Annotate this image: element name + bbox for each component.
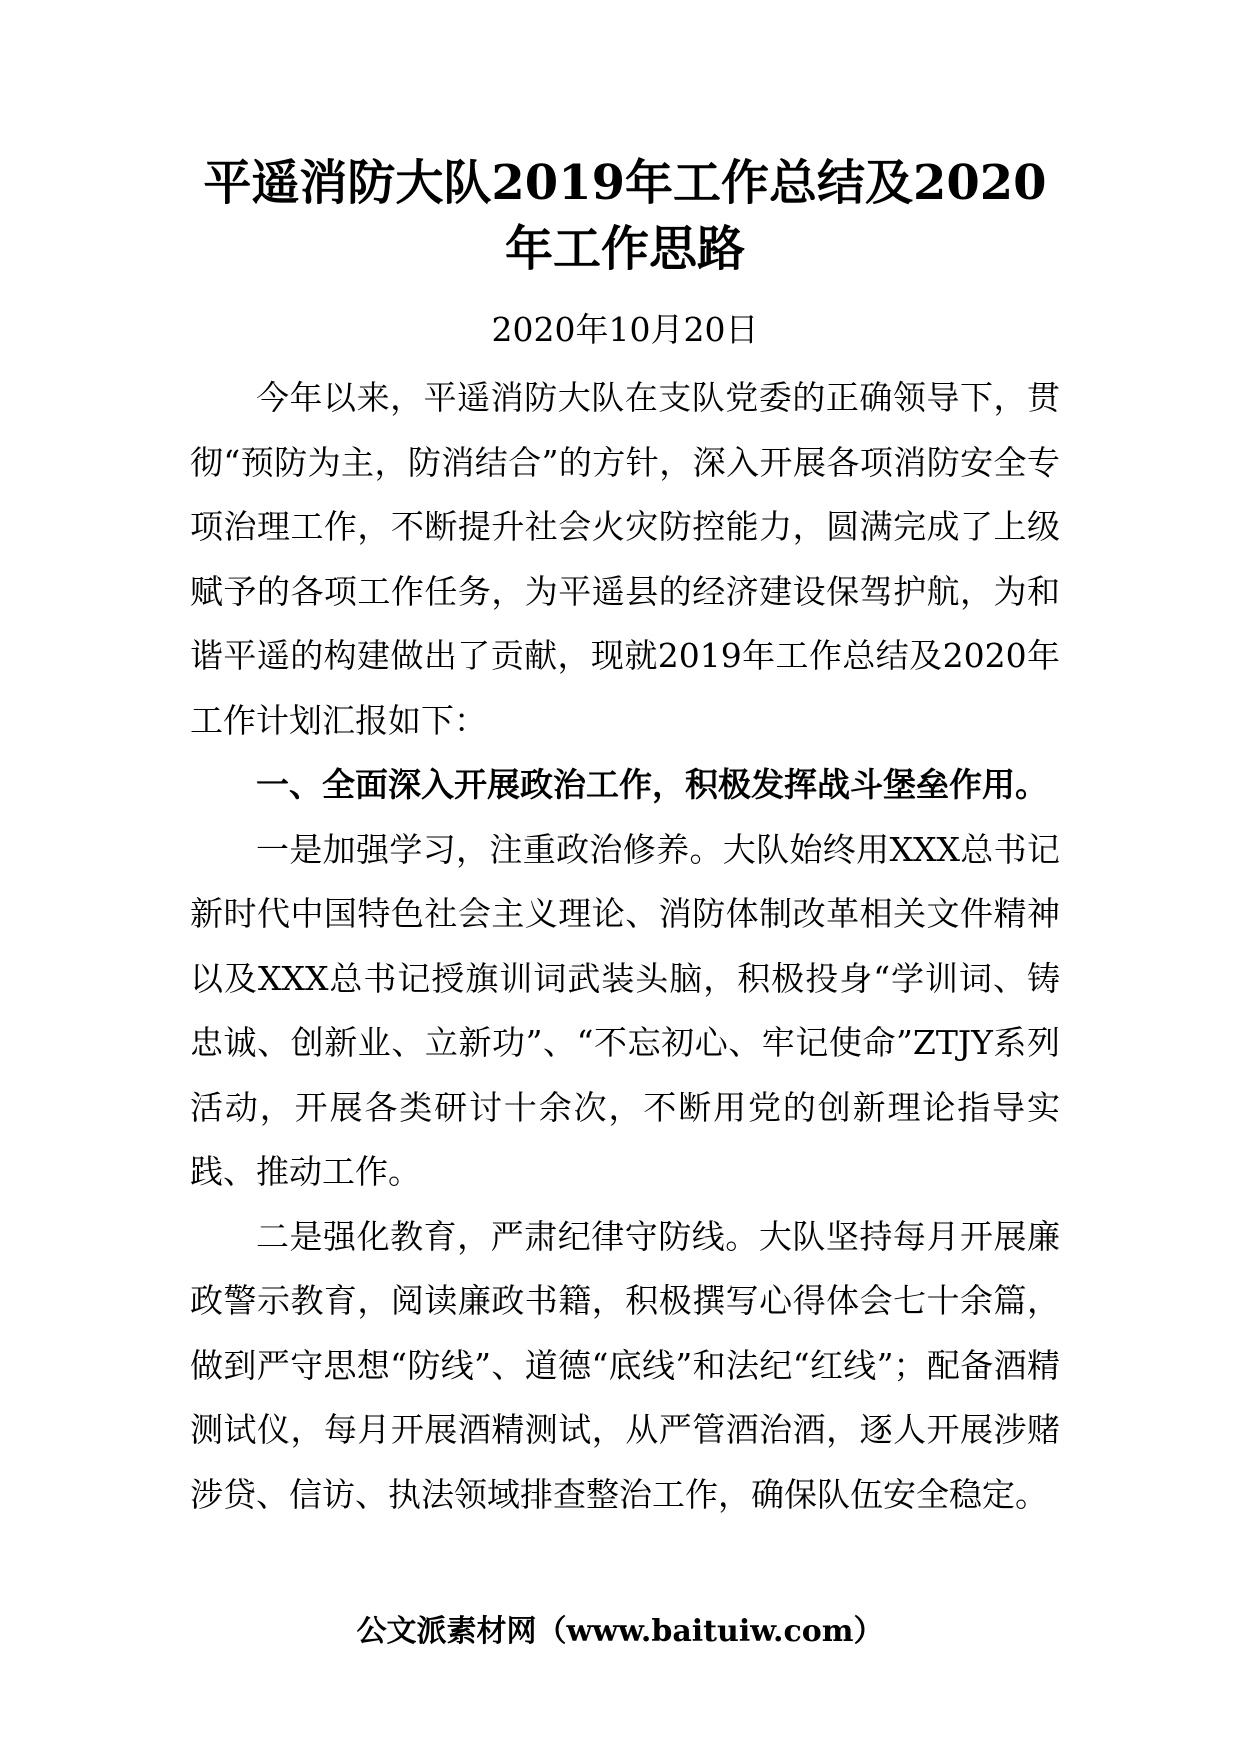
intro-paragraph: 今年以来，平遥消防大队在支队党委的正确领导下，贯彻“预防为主，防消结合”的方针，深入开展各项消防安全专项治理工作，不断提升社会火灾防控能力，圆满完成了上级赋予的各项工作任务，为平遥县的经济建设保驾护航，为和谐平遥的构建做出了贡献，现就2019年工作总结及2020年工作计划汇报如下： — [190, 378, 1060, 740]
body-paragraph: 一是加强学习，注重政治修养。大队始终用XXX总书记新时代中国特色社会主义理论、消防体制改革相关文件精神以及XXX总书记授旗训词武装头脑，积极投身“学训词、铸忠诚、创新业、立新功”、“不忘初心、牢记使命”ZTJY系列活动，开展各类研讨十余次，不断用党的创新理论指导实践、推动工作。 — [190, 829, 1060, 1191]
document-date: 2020年10月20日 — [491, 310, 759, 349]
source-footer: 公文派素材网（www.baituiw.com） — [356, 1614, 884, 1649]
document-page — [190, 150, 1060, 1527]
document-title: 平遥消防大队2019年工作总结及2020年工作思路 — [203, 155, 1047, 277]
section-heading: 一、全面深入开展政治工作，积极发挥战斗堡垒作用。 — [256, 765, 1048, 804]
body-paragraph: 二是强化教育，严肃纪律守防线。大队坚持每月开展廉政警示教育，阅读廉政书籍，积极撰写心得体会七十余篇，做到严守思想“防线”、道德“底线”和法纪“红线”；配备酒精测试仪，每月开展酒精测试，从严管酒治酒，逐人开展涉赌涉贷、信访、执法领域排查整治工作，确保队伍安全稳定。 — [190, 1216, 1060, 1514]
